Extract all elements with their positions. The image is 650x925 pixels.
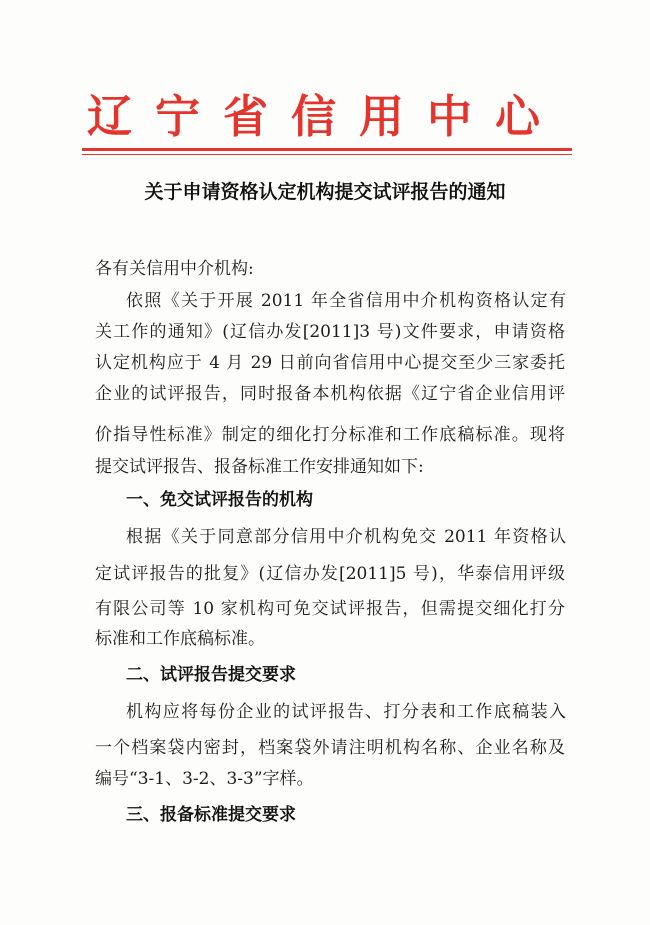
paragraph-1-line: 关工作的通知》(辽信办发[2011]3 号)文件要求，申请资格: [95, 322, 565, 342]
letterhead-rule-thick: [82, 148, 572, 151]
paragraph-1-line: 认定机构应于 4 月 29 日前向省信用中心提交至少三家委托: [95, 353, 565, 373]
paragraph-3-line: 一个档案袋内密封，档案袋外请注明机构名称、企业名称及: [95, 738, 565, 758]
paragraph-2-line: 标准和工作底稿标准。: [95, 629, 265, 649]
paragraph-3-line: 机构应将每份企业的试评报告、打分表和工作底稿装入: [126, 702, 566, 722]
paragraph-1-line: 价指导性标准》制定的细化打分标准和工作底稿标准。现将: [95, 425, 565, 445]
salutation: 各有关信用中介机构:: [95, 259, 254, 279]
section-heading-1: 一、免交试评报告的机构: [126, 490, 313, 510]
document-title: 关于申请资格认定机构提交试评报告的通知: [144, 181, 506, 203]
section-heading-2: 二、试评报告提交要求: [126, 665, 296, 685]
section-heading-3: 三、报备标准提交要求: [126, 805, 296, 825]
letterhead-org-name: 辽宁省信用中心: [86, 90, 563, 143]
paragraph-1-line: 企业的试评报告，同时报备本机构依据《辽宁省企业信用评: [95, 384, 565, 404]
paragraph-2-line: 根据《关于同意部分信用中介机构免交 2011 年资格认: [126, 527, 566, 547]
letterhead-rule-thin: [82, 154, 572, 155]
paragraph-3-line: 编号“3-1、3-2、3-3”字样。: [95, 769, 314, 789]
paragraph-2-line: 定试评报告的批复》(辽信办发[2011]5 号)，华泰信用评级: [95, 564, 565, 584]
paragraph-1-line: 提交试评报告、报备标准工作安排通知如下:: [95, 457, 424, 477]
paragraph-1-line: 依照《关于开展 2011 年全省信用中介机构资格认定有: [126, 291, 566, 311]
paragraph-2-line: 有限公司等 10 家机构可免交试评报告，但需提交细化打分: [95, 599, 565, 619]
